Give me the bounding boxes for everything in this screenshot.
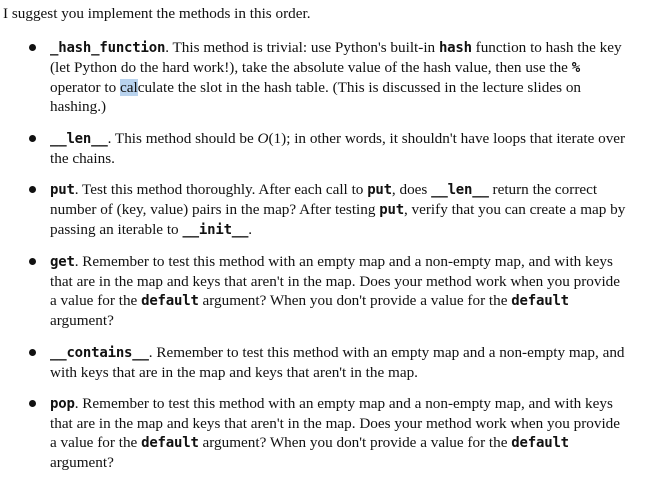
method-name: get — [50, 254, 75, 270]
method-name: put — [50, 182, 75, 198]
bullet-icon — [29, 258, 36, 265]
method-name: pop — [50, 396, 75, 412]
method-name: _hash_function — [50, 40, 166, 56]
list-item-pop: pop. Remember to test this method with an empty map and a non-empty map, and with keys that are in the map and keys that aren't in the map. Does your method work when you provide a value for the default argument? When you don't provide a value for the default argument? — [50, 395, 621, 471]
list-item-contains: __contains__. Remember to test this method with an empty map and a non-empty map, and with keys that are in the map and keys that aren't in the map. — [50, 344, 625, 381]
method-name: __contains__ — [50, 345, 149, 361]
text-selection-highlight[interactable]: cal — [120, 79, 138, 96]
bullet-icon — [29, 135, 36, 142]
list-item-put: put. Test this method thoroughly. After each call to put, does __len__ return the correct number of (key, value) pairs in the map? After testing put, verify that you can create a map by passing an iterable to __init__. — [50, 181, 626, 238]
intro-text: I suggest you implement the methods in this order. — [3, 5, 311, 22]
list-item-len: __len__. This method should be O(1); in other words, it shouldn't have loops that iterate over the chains. — [50, 130, 626, 167]
list-item-hash-function: _hash_function. This method is trivial: use Python's built-in hash function to hash the key (let Python do the hard work!), take the absolute value of the hash value, then use the % operator to calculate the slot in the hash table. (This is discussed in the lecture slides on hashing.) — [50, 39, 622, 115]
list-item-get: get. Remember to test this method with an empty map and a non-empty map, and with keys that are in the map and keys that aren't in the map. Does your method work when you provide a value for the default argument? When you don't provide a value for the default argument? — [50, 253, 621, 329]
bullet-icon — [29, 186, 36, 193]
bullet-icon — [29, 400, 36, 407]
bullet-icon — [29, 349, 36, 356]
bullet-icon — [29, 44, 36, 51]
method-name: __len__ — [50, 131, 108, 147]
